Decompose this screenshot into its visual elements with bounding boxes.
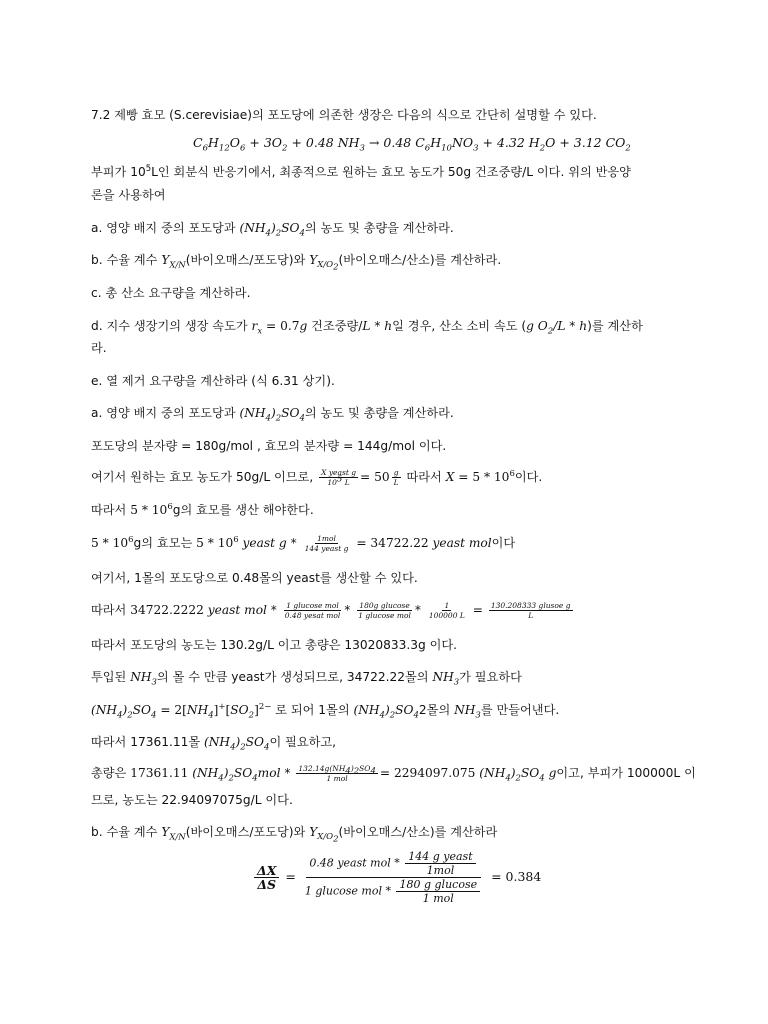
question-e: e. 열 제거 요구량을 계산하라 (식 6.31 상기). [91,374,335,388]
answer-line: 여기서 원하는 효모 농도가 50g/L 이므로, $\frac{\text{X yeast g}}{10^5 L}$ = 50 $\frac{g}{L}$ 따라서 $X = 5 * 10^6$이다. [91,468,543,487]
answer-line: 여기서, 1몰의 포도당으로 0.48몰의 yeast를 생산할 수 있다. [91,571,418,585]
answer-line: 따라서 포도당의 농도는 130.2g/L 이고 총량은 13020833.3g 이다. [91,638,458,652]
reaction-equation: $C_6H_{12}O_6 + 3O_2 + 0.48$ $NH_3 \to 0.48$ $C_6H_{10}NO_3 + 4.32$ $H_2O + 3.12$ $CO_2$ [193,135,631,154]
answer-line: $5 * 10^6g$의 효모는 $5 * 10^6$ yeast g * $\frac{\text{1mol}}{\text{144 yeast g}}$ = 34722.22 yeast mol이다 [91,534,516,553]
answer-line: 총량은 17361.11 $(NH_4)_2SO_4mol$ * $\frac{132.14g(NH_4)_2SO_4}{\text{1 mol}}$ = 2294097.075 $(NH_4)_2SO_4$ g이고, 부피가 100000L 이 [91,764,696,784]
answer-b-heading: b. 수율 계수 $Y_{X/N}$(바이오매스/포도당)와 $Y_{X/O_2}$(바이오매스/산소)를 계산하라 [91,825,498,846]
question-c: c. 총 산소 요구량을 계산하라. [91,286,251,300]
answer-line: $(NH_4)_2SO_4 = 2[NH_4]^+[SO_2]^{2-}$ 로 되어 1몰의 $(NH_4)_2SO_42$몰의 $NH_3$를 만들어낸다. [91,701,560,721]
answer-line: 따라서 17361.11몰 $(NH_4)_2SO_4$이 필요하고, [91,735,337,753]
question-d-cont: 라. [91,341,107,355]
answer-a-heading: a. 영양 배지 중의 포도당과 $(NH_4)_2SO_4$의 농도 및 총량을 계산하라. [91,406,454,424]
answer-line: 투입된 $NH_3$의 몰 수 만큼 yeast가 생성되므로, 34722.22몰의 $NH_3$가 필요하다 [91,670,522,688]
yield-equation: $\frac{\Delta X}{\Delta S}$ = 0.48 yeast mol * $\frac{\text{144 g yeast}}{\text{1mol}}$ 1 glucose mol * $\frac{\text{180 g glucose}}{\text{1 mol}}$ = 0.384 [252,850,541,905]
problem-statement-line: 7.2 제빵 효모 (S.cerevisiae)의 포도당에 의존한 생장은 다음의 식으로 간단히 설명할 수 있다. [91,108,597,122]
answer-line: 따라서 34722.2222 yeast mol * $\frac{\text{1 glucose mol}}{\text{0.48 yesat mol}}$ * $\frac{\text{180g glucose}}{\text{1 glucose mol}}$ * $\frac{1}{100000 L}$ = $\frac{\text{130.208333 glusoe g}}{L}$ [91,601,571,620]
question-b: b. 수율 계수 $Y_{X/N}$(바이오매스/포도당)와 $Y_{X/O_2}$(바이오매스/산소)를 계산하라. [91,253,502,274]
answer-line: 므로, 농도는 22.94097075g/L 이다. [91,793,293,807]
answer-line: 포도당의 분자량 = 180g/mol , 효모의 분자량 = 144g/mol 이다. [91,439,447,453]
problem-statement-line: 론을 사용하여 [91,188,166,202]
problem-statement-line: 부피가 $10^5L$인 회분식 반응기에서, 최종적으로 원하는 효모 농도가 50g 건조중량/L 이다. 위의 반응양 [91,163,631,179]
answer-line: 따라서 $5 * 10^6g$의 효모를 생산 해야한다. [91,501,314,517]
question-a: a. 영양 배지 중의 포도당과 $(NH_4)_2SO_4$의 농도 및 총량을 계산하라. [91,221,454,239]
question-d: d. 지수 생장기의 생장 속도가 $r_x = 0.7g$ 건조중량/L * h일 경우, 산소 소비 속도 (g $O_2/L * h$)를 계산하 [91,319,643,337]
